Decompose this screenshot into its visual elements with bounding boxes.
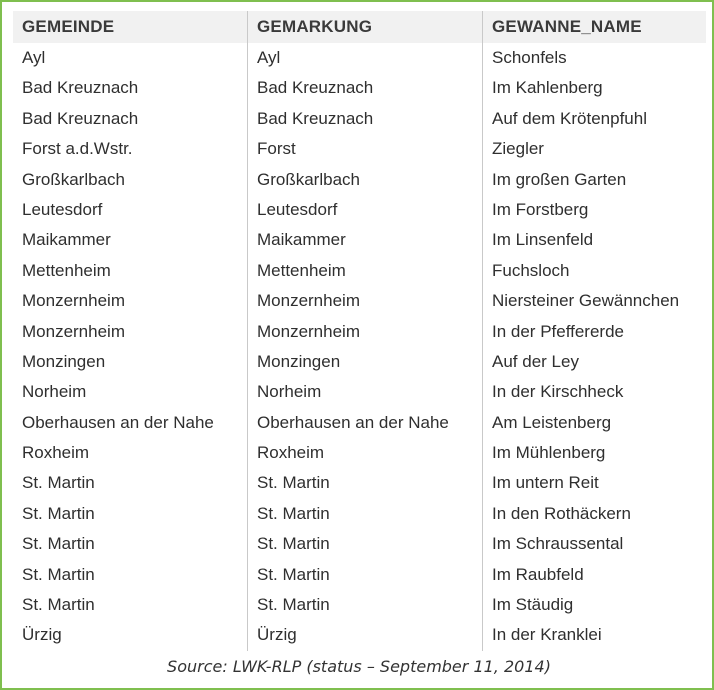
cell-gemeinde: St. Martin	[22, 473, 95, 493]
cell-gemarkung: Mettenheim	[247, 256, 482, 286]
table-row	[13, 499, 706, 529]
cell-gemarkung: Ayl	[247, 43, 482, 73]
table-row	[13, 73, 706, 103]
cell-gemeinde: St. Martin	[22, 503, 95, 523]
cell-gewanne-name: Schonfels	[482, 43, 706, 73]
cell-gemarkung: St. Martin	[247, 499, 482, 529]
table-row	[13, 317, 706, 347]
cell-gemeinde: St. Martin	[22, 534, 95, 554]
cell-gemeinde: Norheim	[22, 382, 87, 402]
cell-gemeinde: Bad Kreuznach	[22, 78, 139, 98]
cell-gemeinde: St. Martin	[22, 564, 95, 584]
cell-gemarkung: Monzernheim	[247, 286, 482, 316]
cell-gemarkung: Norheim	[247, 377, 482, 407]
cell-gemeinde: Maikammer	[22, 230, 111, 250]
cell-gewanne-name: In der Kirschheck	[482, 377, 706, 407]
cell-gewanne-name: Im Linsenfeld	[482, 225, 706, 255]
table-row	[13, 165, 706, 195]
cell-gewanne-name: Fuchsloch	[482, 256, 706, 286]
table-row	[13, 43, 706, 73]
table-header	[13, 11, 706, 43]
cell-gemeinde: Forst a.d.Wstr.	[22, 139, 133, 159]
cell-gemarkung: Forst	[247, 134, 482, 164]
cell-gewanne-name: Am Leistenberg	[482, 408, 706, 438]
header-gemeinde: GEMEINDE	[22, 17, 115, 36]
table-row	[13, 377, 706, 407]
header-gemarkung: GEMARKUNG	[247, 11, 482, 43]
cell-gewanne-name: In der Pfeffererde	[482, 317, 706, 347]
header-gewanne-name: GEWANNE_NAME	[482, 11, 706, 43]
cell-gewanne-name: Im großen Garten	[482, 165, 706, 195]
cell-gewanne-name: Im Forstberg	[482, 195, 706, 225]
cell-gemeinde: St. Martin	[22, 595, 95, 615]
cell-gemarkung: Monzingen	[247, 347, 482, 377]
cell-gemeinde: Monzernheim	[22, 321, 125, 341]
cell-gewanne-name: Auf der Ley	[482, 347, 706, 377]
cell-gemarkung: Monzernheim	[247, 317, 482, 347]
table-row	[13, 256, 706, 286]
cell-gewanne-name: Im Schraussental	[482, 529, 706, 559]
cell-gemeinde: Monzingen	[22, 351, 106, 371]
cell-gewanne-name: Niersteiner Gewännchen	[482, 286, 706, 316]
source-caption: Source: LWK-RLP (status – September 11, 2014)	[167, 657, 551, 676]
cell-gemeinde: Großkarlbach	[22, 169, 125, 189]
cell-gemeinde: Oberhausen an der Nahe	[22, 412, 214, 432]
cell-gemarkung: Ürzig	[247, 620, 482, 650]
cell-gemarkung: St. Martin	[247, 468, 482, 498]
table-row	[13, 286, 706, 316]
cell-gemeinde: Leutesdorf	[22, 199, 103, 219]
table-row	[13, 590, 706, 620]
cell-gewanne-name: Im Stäudig	[482, 590, 706, 620]
cell-gemeinde: Mettenheim	[22, 260, 111, 280]
cell-gemarkung: Leutesdorf	[247, 195, 482, 225]
table-row	[13, 225, 706, 255]
cell-gemarkung: Maikammer	[247, 225, 482, 255]
cell-gewanne-name: In der Kranklei	[482, 620, 706, 650]
cell-gemarkung: Roxheim	[247, 438, 482, 468]
table-row	[13, 408, 706, 438]
table-row	[13, 438, 706, 468]
cell-gewanne-name: Auf dem Krötenpfuhl	[482, 104, 706, 134]
table-row	[13, 620, 706, 650]
cell-gewanne-name: Im Mühlenberg	[482, 438, 706, 468]
table-row	[13, 529, 706, 559]
cell-gemarkung: St. Martin	[247, 560, 482, 590]
cell-gewanne-name: Ziegler	[482, 134, 706, 164]
cell-gemarkung: Bad Kreuznach	[247, 104, 482, 134]
vineyard-sites-table	[13, 11, 706, 651]
cell-gemarkung: St. Martin	[247, 529, 482, 559]
table-row	[13, 104, 706, 134]
cell-gewanne-name: In den Rothäckern	[482, 499, 706, 529]
cell-gewanne-name: Im Raubfeld	[482, 560, 706, 590]
cell-gemarkung: Bad Kreuznach	[247, 73, 482, 103]
table-body	[13, 43, 706, 651]
cell-gemeinde: Ayl	[22, 48, 46, 67]
cell-gemarkung: St. Martin	[247, 590, 482, 620]
table-row	[13, 134, 706, 164]
table-row	[13, 468, 706, 498]
cell-gemeinde: Bad Kreuznach	[22, 108, 139, 128]
cell-gemeinde: Monzernheim	[22, 291, 125, 311]
cell-gewanne-name: Im untern Reit	[482, 468, 706, 498]
cell-gewanne-name: Im Kahlenberg	[482, 73, 706, 103]
table-row	[13, 560, 706, 590]
cell-gemeinde: Roxheim	[22, 443, 90, 463]
table-row	[13, 347, 706, 377]
table-row	[13, 195, 706, 225]
cell-gemarkung: Großkarlbach	[247, 165, 482, 195]
cell-gemeinde: Ürzig	[22, 625, 62, 645]
cell-gemarkung: Oberhausen an der Nahe	[247, 408, 482, 438]
